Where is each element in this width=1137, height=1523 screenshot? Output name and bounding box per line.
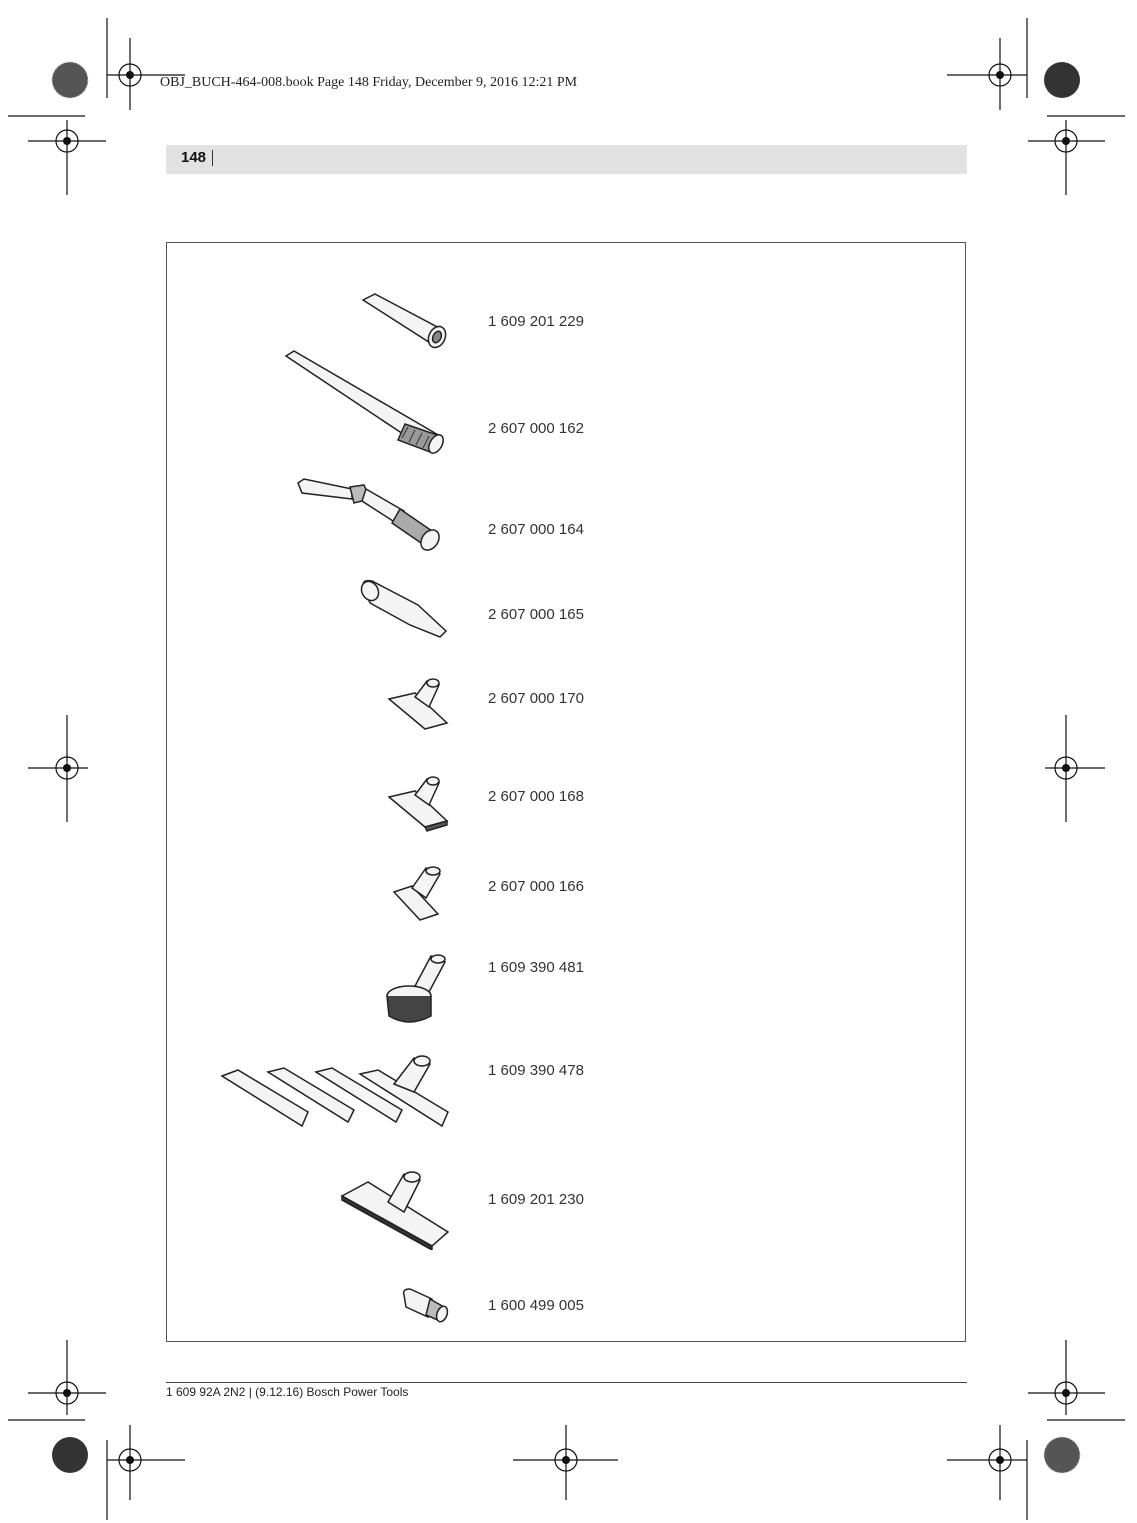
part-number: 2 607 000 162	[488, 420, 584, 437]
floor-nozzle-set-icon	[218, 1050, 453, 1135]
part-number: 1 609 390 478	[488, 1062, 584, 1079]
footer-text: 1 609 92A 2N2 | (9.12.16) Bosch Power Tools	[166, 1385, 409, 1399]
print-info: OBJ_BUCH-464-008.book Page 148 Friday, December 9, 2016 12:21 PM	[160, 75, 578, 90]
page-number: 148	[181, 149, 207, 166]
footer-rule	[166, 1382, 967, 1383]
part-number: 2 607 000 168	[488, 788, 584, 805]
part-number: 1 600 499 005	[488, 1297, 584, 1314]
part-number: 2 607 000 164	[488, 521, 584, 538]
hose-adapter-icon	[398, 1285, 453, 1327]
part-number: 2 607 000 170	[488, 690, 584, 707]
upholstery-nozzle-brush-icon	[385, 775, 453, 833]
wet-dry-floor-nozzle-icon	[338, 1168, 453, 1250]
crevice-nozzle-short-icon	[355, 288, 455, 353]
page-number-separator	[212, 150, 213, 166]
small-nozzle-icon	[390, 864, 450, 924]
header-bar	[166, 145, 967, 174]
bent-extension-tube-icon	[292, 475, 452, 555]
crevice-nozzle-icon	[358, 575, 453, 643]
part-number: 2 607 000 166	[488, 878, 584, 895]
part-number: 2 607 000 165	[488, 606, 584, 623]
part-number: 1 609 201 229	[488, 313, 584, 330]
upholstery-nozzle-icon	[385, 677, 453, 732]
part-number: 1 609 390 481	[488, 959, 584, 976]
extension-tube-icon	[280, 348, 455, 463]
part-number: 1 609 201 230	[488, 1191, 584, 1208]
round-brush-nozzle-icon	[383, 950, 453, 1025]
